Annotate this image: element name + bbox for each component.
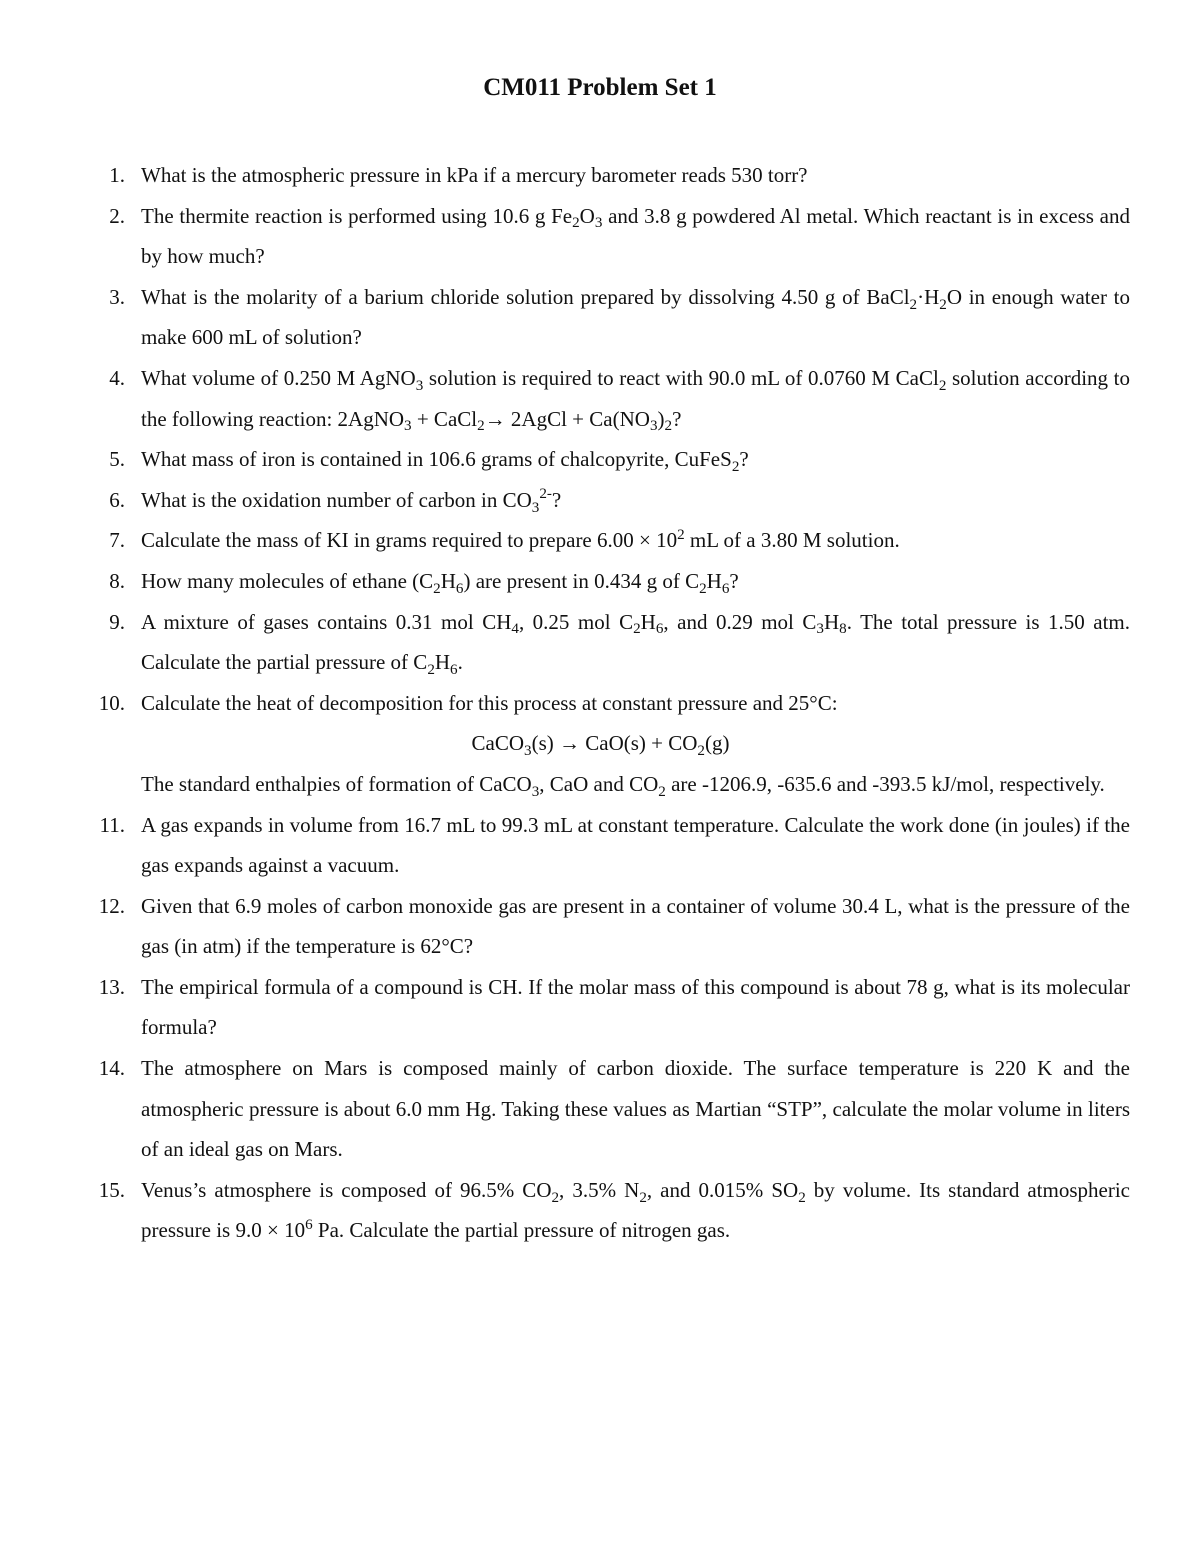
subscript: 3 (594, 215, 603, 232)
problem-text: What is the oxidation number of carbon in CO (141, 487, 532, 512)
problem-number: 15. (98, 1177, 125, 1202)
problem-item (0, 561, 1200, 602)
problem-text: , 3.5% N (559, 1177, 640, 1202)
problem-text: CaCO (471, 731, 525, 756)
problem-number: 9. (109, 609, 125, 634)
subscript: 8 (839, 621, 847, 638)
problem-text: ? (672, 406, 682, 431)
problem-text: ) (657, 406, 665, 431)
subscript: 2 (938, 377, 947, 394)
problem-text: How many molecules of ethane (C (141, 568, 434, 593)
problem-number: 4. (109, 365, 125, 390)
subscript: 2 (633, 621, 641, 638)
problem-number: 3. (109, 284, 125, 309)
problem-number: 6. (109, 487, 125, 512)
problem-text: by volume. Its standard atmospheric pressure is 9.0 × 10 (141, 1177, 1130, 1243)
problem-number: 12. (98, 893, 125, 918)
subscript: 2 (658, 783, 666, 800)
subscript: 2 (477, 418, 485, 435)
subscript: 6 (655, 621, 664, 638)
problem-text: O in enough water to make 600 mL of solution? (141, 284, 1131, 350)
subscript: 2 (697, 743, 705, 760)
problem-text: Given that 6.9 moles of carbon monoxide gas are present in a container of volume 30.4 L, what is the pressure of the gas (in atm) if the temperature is 62°C? (141, 893, 1130, 959)
subscript: 2 (639, 1189, 647, 1206)
problem-text: H (706, 568, 722, 593)
problem-number: 8. (109, 568, 125, 593)
problem-text: ? (551, 487, 562, 512)
problem-item (0, 805, 1200, 886)
subscript: 2 (551, 1189, 560, 1206)
problem-text: What is the atmospheric pressure in kPa if a mercury barometer reads 530 torr? (141, 163, 808, 187)
problem-item (0, 277, 1200, 358)
problem-text: What mass of iron is contained in 106.6 grams of chalcopyrite, CuFeS (141, 447, 732, 472)
problem-text: are -1206.9, -635.6 and -393.5 kJ/mol, respectively. (665, 771, 1105, 796)
problem-text: . (457, 650, 463, 675)
problem-text: Pa. Calculate the partial pressure of nitrogen gas. (312, 1218, 731, 1243)
subscript: 3 (531, 499, 540, 516)
subscript: 2 (939, 296, 947, 313)
problem-text: What is the molarity of a barium chloride solution prepared by dissolving 4.50 g of BaCl (141, 284, 910, 309)
problem-text: H (823, 609, 840, 634)
problem-text: , and 0.29 mol C (663, 609, 817, 634)
problem-number: 7. (109, 528, 125, 553)
problem-text: + CaCl (411, 406, 478, 431)
problem-text: O (579, 203, 595, 228)
problem-item (0, 358, 1200, 439)
chemical-equation (141, 723, 1130, 764)
problem-text: ·H (917, 284, 940, 309)
problem-number: 13. (98, 974, 125, 999)
superscript: 2 (677, 527, 685, 544)
problem-text: solution is required to react with 90.0 mL of 0.0760 M CaCl (423, 365, 939, 390)
subscript: 3 (649, 418, 658, 435)
problem-item (0, 196, 1200, 277)
problem-text: The empirical formula of a compound is CH. If the molar mass of this compound is about 78 g, what is its molecular formula? (141, 974, 1130, 1040)
problem-item (0, 886, 1200, 967)
problem-item (0, 1048, 1200, 1170)
subscript: 3 (524, 743, 532, 760)
subscript: 3 (816, 621, 824, 638)
problem-text: and 3.8 g powdered Al metal. Which reactant is in excess and by how much? (141, 203, 1130, 269)
problem-text: ) are present in 0.434 g of C (463, 568, 700, 593)
subscript: 6 (721, 580, 730, 597)
subscript: 3 (531, 783, 540, 800)
problem-text: H (434, 650, 451, 675)
problem-number: 11. (99, 812, 125, 837)
problem-text: The atmosphere on Mars is composed mainly of carbon dioxide. The surface temperature is 220 K and the atmospheric pressure is about 6.0 mm Hg. Taking these values as Martian “STP”, calculate the molar volume in liters of an ideal gas on Mars. (141, 1056, 1130, 1162)
problem-text: Venus’s atmosphere is composed of 96.5% CO (141, 1177, 552, 1202)
problem-item (0, 683, 1200, 805)
subscript: 6 (450, 661, 458, 678)
problem-list (0, 155, 1200, 1251)
problem-text: (s) → CaO(s) + CO (531, 731, 698, 756)
subscript: 2 (572, 215, 580, 232)
problem-text: → 2AgCl + Ca(NO (484, 406, 650, 431)
subscript: 3 (404, 418, 412, 435)
problem-text: , and 0.015% SO (646, 1177, 799, 1202)
problem-item (0, 602, 1200, 683)
problem-text: A gas expands in volume from 16.7 mL to 99.3 mL at constant temperature. Calculate the work done (in joules) if the gas expands against a vacuum. (141, 812, 1130, 878)
problem-text: The thermite reaction is performed using 10.6 g Fe (141, 203, 573, 228)
problem-text: Calculate the mass of KI in grams required to prepare 6.00 × 10 (141, 528, 678, 553)
problem-number: 14. (98, 1056, 125, 1081)
problem-text: , CaO and CO (539, 771, 659, 796)
problem-text: What volume of 0.250 M AgNO (141, 365, 416, 390)
problem-text: (g) (704, 731, 730, 756)
subscript: 3 (415, 377, 424, 394)
problem-text: H (640, 609, 656, 634)
subscript: 6 (455, 580, 464, 597)
problem-item (0, 155, 1200, 196)
subscript: 2 (798, 1189, 806, 1206)
problem-item (0, 967, 1200, 1048)
problem-item (0, 439, 1200, 480)
problem-number: 5. (109, 447, 125, 472)
subscript: 4 (511, 621, 519, 638)
problem-item (0, 1170, 1200, 1251)
subscript: 2 (909, 296, 918, 313)
problem-item (0, 480, 1200, 521)
subscript: 2 (731, 458, 740, 475)
problem-text: ? (739, 447, 749, 472)
subscript: 2 (433, 580, 441, 597)
subscript: 2 (699, 580, 707, 597)
problem-text: solution according to the following reaction: 2AgNO (141, 365, 1130, 431)
problem-number: 2. (109, 203, 125, 228)
problem-text: , 0.25 mol C (518, 609, 634, 634)
superscript: 6 (305, 1217, 313, 1234)
subscript: 2 (664, 418, 673, 435)
problem-number: 10. (98, 690, 125, 715)
subscript: 2 (427, 661, 435, 678)
superscript: 2- (539, 486, 552, 503)
problem-text: Calculate the heat of decomposition for this process at constant pressure and 25°C: (141, 690, 838, 715)
problem-text: The standard enthalpies of formation of CaCO (141, 771, 532, 796)
problem-text: ? (729, 568, 739, 593)
problem-text: mL of a 3.80 M solution. (684, 528, 900, 553)
problem-number: 1. (109, 163, 125, 187)
problem-text: H (440, 568, 456, 593)
page-title: CM011 Problem Set 1 (483, 74, 717, 101)
problem-item (0, 520, 1200, 561)
problem-text: A mixture of gases contains 0.31 mol CH (141, 609, 512, 634)
problem-text: . The total pressure is 1.50 atm. Calculate the partial pressure of C (141, 609, 1131, 675)
